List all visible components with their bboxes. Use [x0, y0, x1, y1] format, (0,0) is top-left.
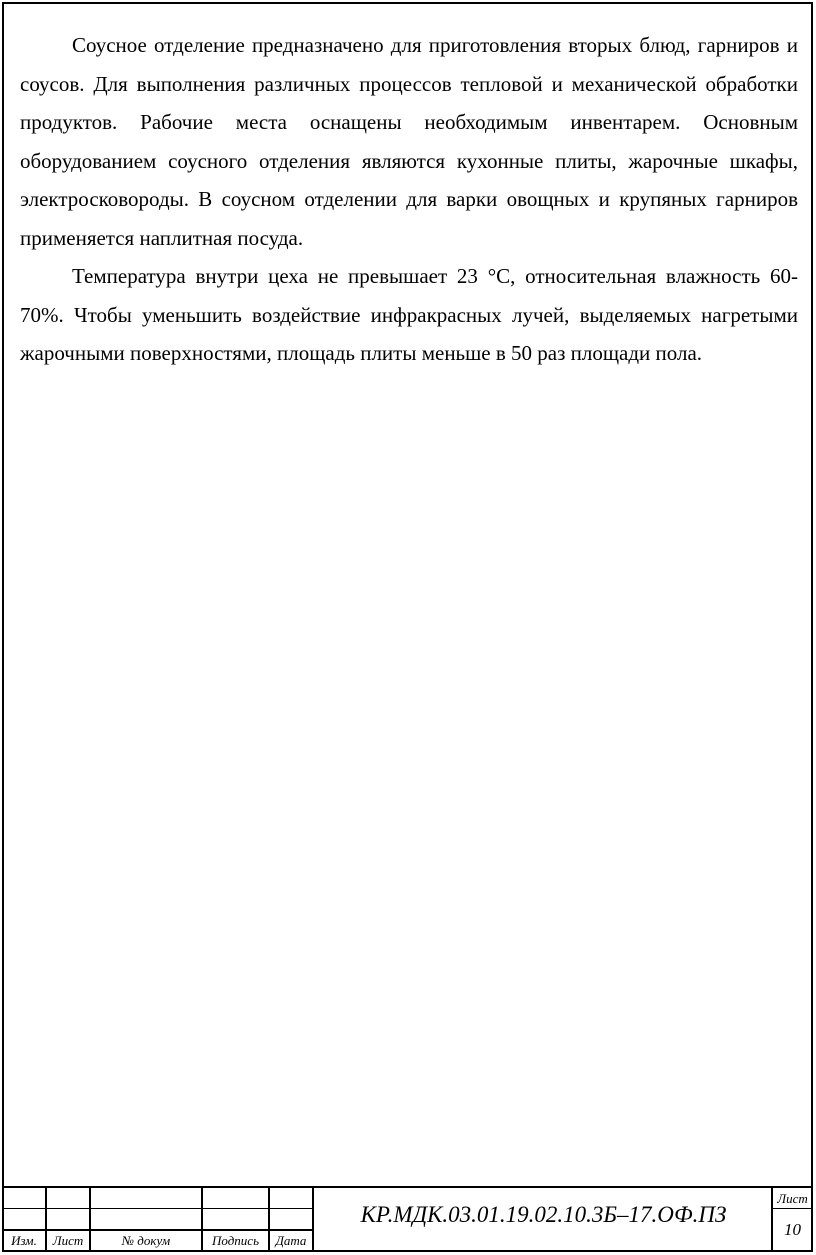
document-body — [20, 26, 798, 373]
stamp-grid-line — [771, 1208, 812, 1209]
stamp-label-izm: Изм. — [11, 1233, 37, 1248]
paragraph-2: Температура внутри цеха не превышает 23 °С, относительная влажность 60-70%. Чтобы уменьшить воздействие инфракрасных лучей, выделяемых нагретыми жарочными поверхностями, площадь плиты меньше в 50 раз площади пола. — [20, 264, 798, 365]
stamp-label-signature: Подпись — [212, 1233, 259, 1248]
document-code: КР.МДК.03.01.19.02.10.3Б–17.ОФ.ПЗ — [360, 1202, 727, 1227]
stamp-grid-line — [312, 1188, 314, 1250]
paragraph-1: Соусное отделение предназначено для приготовления вторых блюд, гарниров и соусов. Для выполнения различных процессов тепловой и механической обработки продуктов. Рабочие места оснащены необходимым инвентарем. Основным оборудованием соусного отделения являются кухонные плиты, жарочные шкафы, электросковороды. В соусном отделении для варки овощных и крупяных гарниров применяется наплитная посуда. — [20, 33, 798, 250]
title-block — [3, 1186, 812, 1252]
stamp-label-doc-num: № докум — [121, 1233, 171, 1248]
stamp-label-date: Дата — [275, 1233, 307, 1248]
sheet-number: 10 — [784, 1220, 801, 1239]
stamp-label-list: Лист — [52, 1233, 84, 1248]
sheet-label: Лист — [777, 1191, 808, 1206]
